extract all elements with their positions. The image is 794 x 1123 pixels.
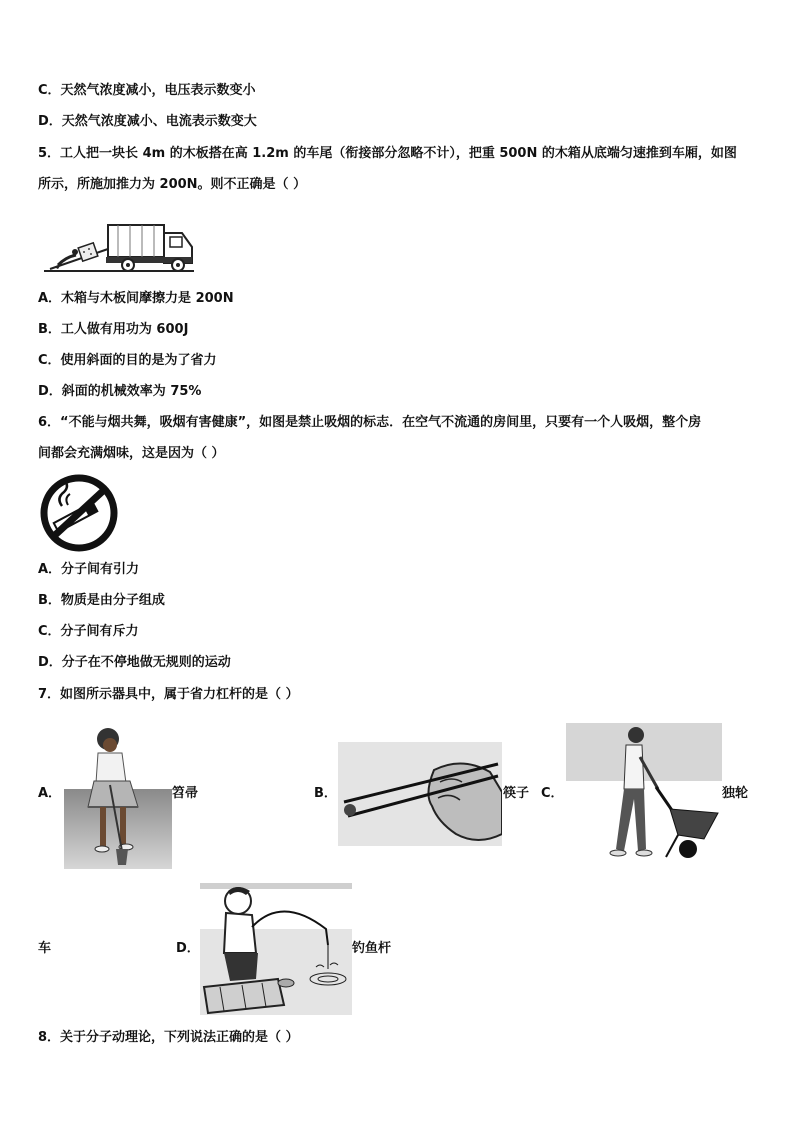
wheelbarrow-figure <box>566 723 722 865</box>
q5-option-d: D．斜面的机械效率为 75% <box>38 384 202 399</box>
q4-option-d: D．天然气浓度减小、电流表示数变大 <box>38 114 257 129</box>
fishing-rod-figure <box>200 883 352 1015</box>
q4-option-c: C．天然气浓度减小，电压表示数变小 <box>38 83 256 98</box>
q7-option-a-name: 笤帚 <box>172 786 199 801</box>
q5-option-a: A．木箱与木板间摩擦力是 200N <box>38 291 234 306</box>
q6-option-d: D．分子在不停地做无规则的运动 <box>38 655 231 670</box>
q7-option-b-letter: B． <box>314 786 337 801</box>
q6-option-a: A．分子间有引力 <box>38 562 140 577</box>
q6-stem-line1: 6．“不能与烟共舞，吸烟有害健康”，如图是禁止吸烟的标志．在空气不流通的房间里，只要有一个人吸烟，整个房 <box>38 415 702 430</box>
q5-stem-line2: 所示，所施加推力为 200N。则不正确是（ ） <box>38 177 307 192</box>
q7-option-c-name-part1: 独轮 <box>722 786 749 801</box>
truck-ramp-figure <box>44 219 196 275</box>
q5-option-c: C．使用斜面的目的是为了省力 <box>38 353 217 368</box>
q7-option-d-name: 钓鱼杆 <box>352 941 392 956</box>
q8-stem: 8．关于分子动理论，下列说法正确的是（ ） <box>38 1030 299 1045</box>
q6-option-c: C．分子间有斥力 <box>38 624 139 639</box>
q5-stem-line1: 5．工人把一块长 4m 的木板搭在高 1.2m 的车尾（衔接部分忽略不计），把重 500N 的木箱从底端匀速推到车厢，如图 <box>38 146 737 161</box>
q6-stem-line2: 间都会充满烟味，这是因为（ ） <box>38 446 225 461</box>
q5-option-b: B．工人做有用功为 600J <box>38 322 189 337</box>
no-smoking-sign-figure <box>38 472 120 554</box>
q7-stem: 7．如图所示器具中，属于省力杠杆的是（ ） <box>38 687 299 702</box>
q6-option-b: B．物质是由分子组成 <box>38 593 165 608</box>
q7-option-c-letter: C． <box>541 786 564 801</box>
q7-option-c-name-part2: 车 <box>38 941 52 956</box>
chopsticks-figure <box>338 742 502 846</box>
q7-option-a-letter: A． <box>38 786 62 801</box>
q7-option-b-name: 筷子 <box>503 786 530 801</box>
broom-girl-figure <box>64 725 172 869</box>
q7-option-d-letter: D． <box>176 941 200 956</box>
